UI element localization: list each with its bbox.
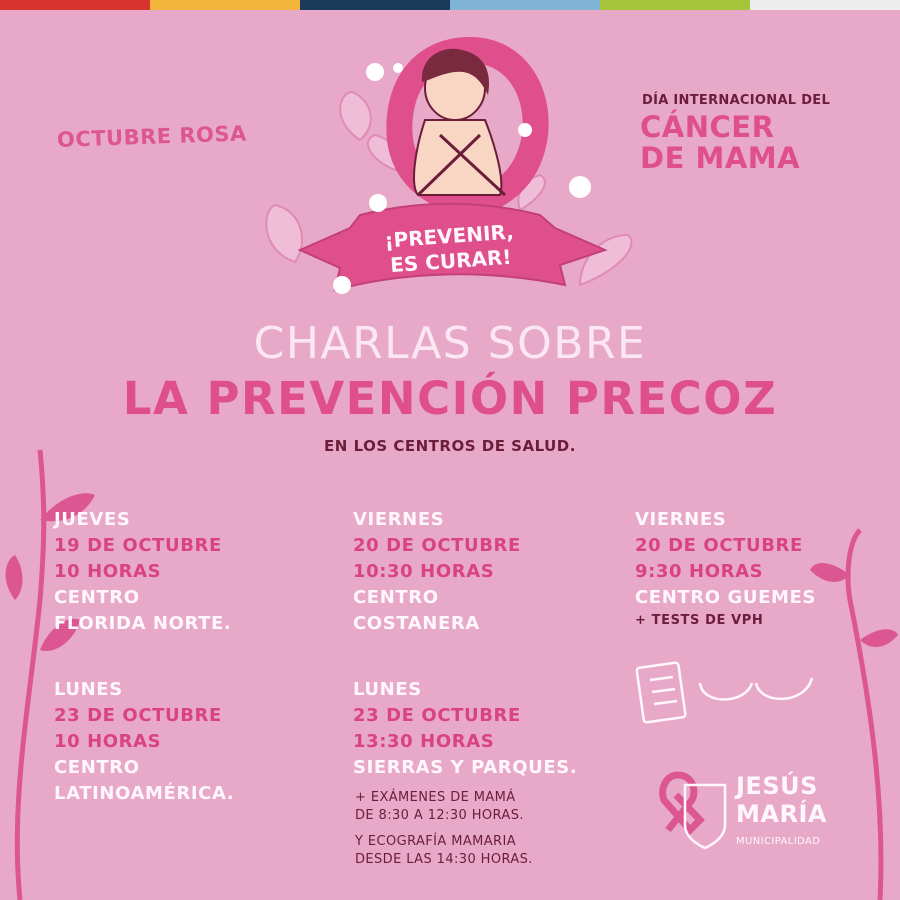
event-place: CENTRO <box>54 587 140 608</box>
event-card <box>54 677 234 807</box>
event-time: 10:30 HORAS <box>353 561 495 582</box>
banner-line-2: ES CURAR! <box>389 244 513 278</box>
event-date: 20 DE OCTUBRE <box>353 535 521 556</box>
logo-subtitle: MUNICIPALIDAD <box>736 836 821 847</box>
note-line: Y ECOGRAFÍA MAMARIA <box>355 834 516 849</box>
campaign-label: OCTUBRE ROSA <box>56 121 248 152</box>
cancer-line-1: CÁNCER <box>640 110 775 144</box>
event-place: FLORIDA NORTE. <box>54 613 232 634</box>
checklist-icon <box>636 662 685 722</box>
cancer-line-2: DE MAMA <box>640 141 801 175</box>
municipality-logo-text <box>736 772 827 828</box>
event-time: 10 HORAS <box>54 561 162 582</box>
event-day: LUNES <box>54 679 123 700</box>
event-day: VIERNES <box>353 509 445 530</box>
event-date: 23 DE OCTUBRE <box>54 705 222 726</box>
event-place: SIERRAS Y PARQUES. <box>353 757 578 778</box>
cancer-title <box>640 112 800 174</box>
note-line: + EXÁMENES DE MAMÁ <box>355 790 516 805</box>
day-label: DÍA INTERNACIONAL DEL <box>642 93 831 108</box>
note-line: DE 8:30 A 12:30 HORAS. <box>355 808 524 823</box>
event-card <box>635 507 816 631</box>
event-card <box>353 507 521 637</box>
note-line: DESDE LAS 14:30 HORAS. <box>355 852 533 867</box>
pink-ribbon-icon <box>663 775 700 830</box>
event-time: 9:30 HORAS <box>635 561 764 582</box>
event-day: LUNES <box>353 679 422 700</box>
event-extra: + TESTS DE VPH <box>635 613 764 628</box>
event-place: CENTRO <box>54 757 140 778</box>
event-day: VIERNES <box>635 509 727 530</box>
banner-line-1: ¡PREVENIR, <box>383 219 515 253</box>
logo-line-1: JESÚS <box>736 772 818 800</box>
event-day: JUEVES <box>54 509 131 530</box>
event-time: 13:30 HORAS <box>353 731 495 752</box>
event-card <box>353 677 577 781</box>
event-date: 20 DE OCTUBRE <box>635 535 803 556</box>
event-date: 23 DE OCTUBRE <box>353 705 521 726</box>
event-date: 19 DE OCTUBRE <box>54 535 222 556</box>
subtitle: EN LOS CENTROS DE SALUD. <box>324 437 576 455</box>
event-place: CENTRO <box>353 587 439 608</box>
logo-line-2: MARÍA <box>736 800 827 828</box>
event-place: COSTANERA <box>353 613 480 634</box>
event-card <box>54 507 231 637</box>
title-line-2: LA PREVENCIÓN PRECOZ <box>122 372 778 425</box>
event-note <box>355 789 533 869</box>
event-time: 10 HORAS <box>54 731 162 752</box>
breast-outline-icon <box>700 678 812 700</box>
event-place: CENTRO GUEMES <box>635 587 816 608</box>
event-place: LATINOAMÉRICA. <box>54 783 235 804</box>
title-line-1: CHARLAS SOBRE <box>253 318 647 369</box>
